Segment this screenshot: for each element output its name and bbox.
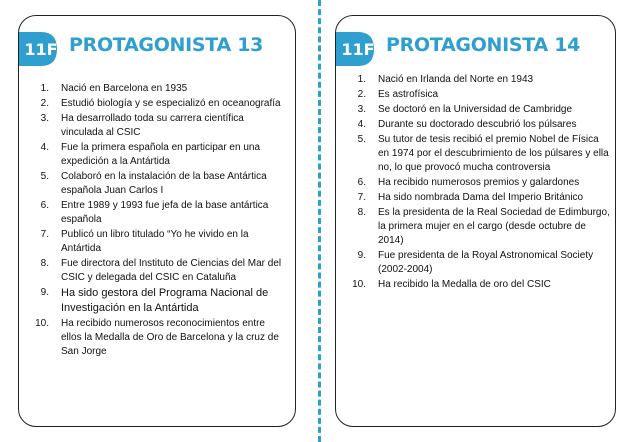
list-item: 4. Durante su doctorado descubrió los púlsares: [357, 119, 577, 130]
svg-text:11F: 11F: [341, 40, 375, 59]
list-item: 5. Colaboró en la instalación de la base Antártica española Juan Carlos I: [40, 171, 267, 196]
list-item: 8. Es la presidenta de la Real Sociedad de Edimburgo, la primera mujer en el cargo (desde octubre de 2014): [357, 207, 610, 246]
list-item: 9. Fue presidenta de la Royal Astronomical Society (2002-2004): [357, 250, 594, 275]
facts-list: [23, 82, 285, 360]
list-item: 5. Su tutor de tesis recibió el premio Nobel de Física en 1974 por el descubrimiento de los púlsares y ella no, lo que provocó mucha controversia: [357, 134, 609, 173]
list-item: 3. Se doctoró en la Universidad de Cambridge: [357, 104, 572, 115]
list-item: 6. Entre 1989 y 1993 fue jefa de la base antártica española: [40, 200, 269, 225]
facts-list: [340, 73, 610, 293]
list-item: 10. Ha recibido numerosos reconocimientos entre ellos la Medalla de Oro de Barcelona y la cruz de San Jorge: [35, 318, 279, 357]
card-header: [19, 30, 295, 68]
card-title: PROTAGONISTA 13: [69, 34, 264, 56]
list-item: 6. Ha recibido numerosos premios y galardones: [357, 177, 580, 188]
list-item: 8. Fue directora del Instituto de Ciencias del Mar del CSIC y delegada del CSIC en Cataluña: [40, 258, 282, 283]
list-item: 3. Ha desarrollado toda su carrera científica vinculada al CSIC: [40, 113, 244, 138]
protagonist-card-14: [335, 15, 616, 427]
list-item: 2. Estudió biología y se especializó en oceanografía: [40, 98, 281, 109]
11f-logo-icon: [19, 30, 59, 68]
dashed-cut-divider: [318, 0, 321, 442]
list-item: 4. Fue la primera española en participar en una expedición a la Antártida: [40, 142, 261, 167]
list-item: 1. Nació en Barcelona en 1935: [40, 83, 188, 94]
list-item: 2. Es astrofísica: [357, 89, 439, 100]
list-item: 9. Ha sido gestora del Programa Nacional de Investigación en la Antártida: [40, 287, 269, 314]
card-title: PROTAGONISTA 14: [386, 34, 581, 56]
protagonist-card-13: [18, 15, 296, 427]
card-header: [336, 30, 615, 68]
list-item: 7. Ha sido nombrada Dama del Imperio Británico: [357, 192, 584, 203]
list-item: 1. Nació en Irlanda del Norte en 1943: [357, 74, 534, 85]
list-item: 10. Ha recibido la Medalla de oro del CSIC: [352, 279, 551, 290]
list-item: 7. Publicó un libro titulado “Yo he vivido en la Antártida: [40, 229, 249, 254]
svg-text:11F: 11F: [24, 40, 58, 59]
11f-logo-icon: [336, 30, 376, 68]
